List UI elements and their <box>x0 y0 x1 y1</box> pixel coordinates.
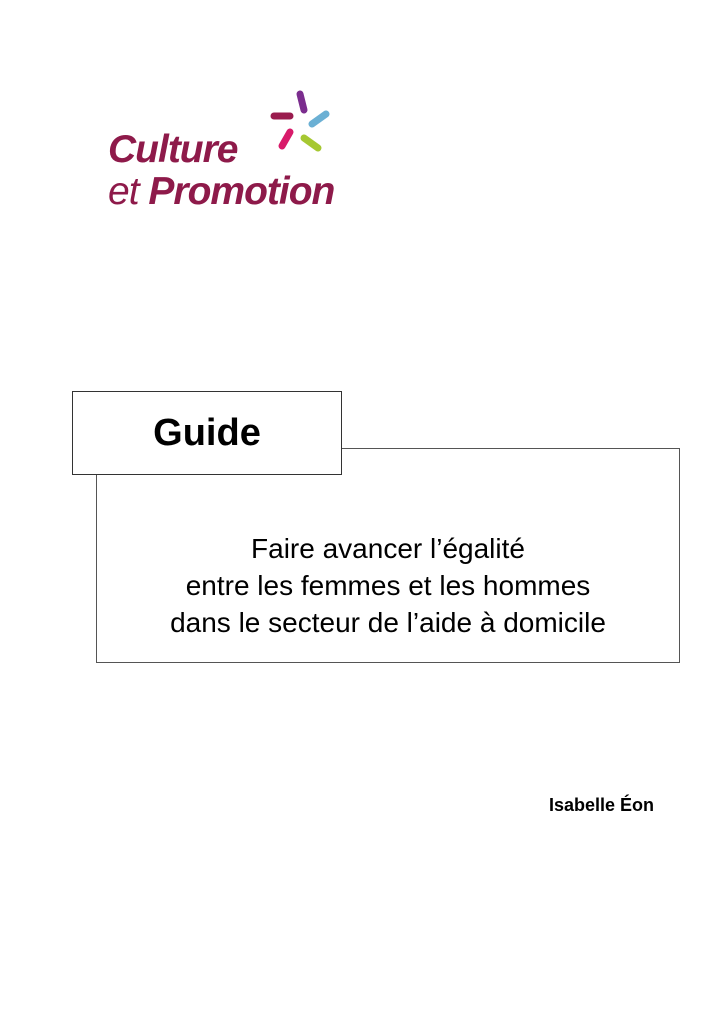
logo-text-et: et <box>108 170 139 213</box>
author-name: Isabelle Éon <box>548 795 654 815</box>
logo-text-et-promotion <box>108 170 334 214</box>
logo-stroke-purple <box>300 94 304 110</box>
guide-title: Guide <box>153 411 261 454</box>
logo-stroke-green <box>304 138 318 148</box>
subtitle-line-1: Faire avancer l’égalité <box>251 533 525 564</box>
subtitle-line-2: entre les femmes et les hommes <box>185 570 591 601</box>
logo-text-promotion: Promotion <box>148 170 335 213</box>
subtitle-line-3: dans le secteur de l’aide à domicile <box>170 607 606 638</box>
star-mark-icon <box>266 88 338 160</box>
logo-stroke-blue <box>312 114 326 124</box>
culture-et-promotion-logo <box>108 88 388 218</box>
logo-text-culture: Culture <box>108 128 238 171</box>
logo-stroke-magenta <box>282 132 290 146</box>
guide-title-box <box>72 391 342 475</box>
document-subtitle <box>96 530 680 641</box>
